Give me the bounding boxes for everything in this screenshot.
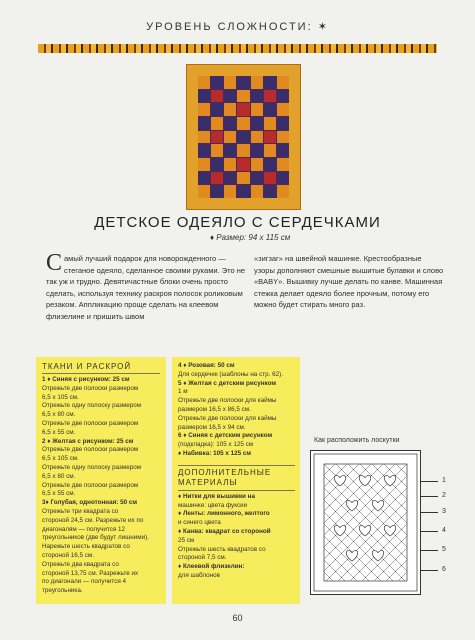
fabric-line: Нарежьте шесть квадратов со	[42, 543, 130, 551]
quilt-patch	[211, 144, 223, 157]
quilt-patch	[264, 131, 276, 144]
fabric-line: Отрежьте три квадрата со	[42, 507, 119, 515]
quilt-patch	[251, 131, 263, 144]
quilt-patch	[198, 185, 210, 198]
fabric-line: треугольников (две будут лишними).	[42, 534, 149, 542]
fabric-line: 1 м	[178, 388, 188, 396]
quilt-patch	[251, 90, 263, 103]
quilt-patch	[251, 76, 263, 89]
fabric-line: Отрежьте две полоски для каймы	[178, 414, 277, 422]
quilt-patch	[198, 117, 210, 130]
quilt-patch	[224, 185, 236, 198]
quilt-patch	[237, 131, 249, 144]
fabric-line: размером 16,5 x 86,5 см.	[178, 405, 251, 413]
quilt-patch	[224, 76, 236, 89]
quilt-patch	[264, 103, 276, 116]
quilt-patch	[198, 103, 210, 116]
fabric-line: стороной 13,75 см. Разрежьте их	[42, 569, 139, 577]
quilt-patch	[224, 90, 236, 103]
material-line: ♦ Канва: квадрат со стороной	[178, 527, 271, 535]
callout-line	[420, 512, 438, 513]
fabrics-list-continued	[178, 362, 295, 459]
quilt-patch	[251, 144, 263, 157]
quilt-patch	[264, 90, 276, 103]
materials-list	[178, 493, 295, 581]
callout-line	[420, 570, 438, 571]
material-line: 25 см	[178, 536, 195, 544]
quilt-patch	[237, 158, 249, 171]
callout-label: 6	[442, 566, 446, 573]
fabric-line: 6,5 x 80 см.	[42, 411, 76, 419]
quilt-patch	[237, 185, 249, 198]
fabrics-panel-continued	[172, 357, 300, 604]
materials-heading: ДОПОЛНИТЕЛЬНЫЕ МАТЕРИАЛЫ	[178, 467, 272, 487]
quilt-patch	[264, 172, 276, 185]
material-line: Отрежьте шесть квадратов со	[178, 545, 266, 553]
quilt-patch	[277, 90, 289, 103]
quilt-patch	[277, 131, 289, 144]
quilt-patch	[277, 117, 289, 130]
fabric-line: Отрежьте одну полоску размером	[42, 402, 142, 410]
fabric-line: 6,5 x 55 см.	[42, 428, 76, 436]
quilt-patch	[277, 76, 289, 89]
material-line: ♦ Ленты: лимонного, желтого	[178, 510, 270, 518]
fabrics-heading: ТКАНИ И РАСКРОЙ	[42, 362, 132, 371]
material-line: для шаблонов	[178, 571, 220, 579]
callout-label: 5	[442, 546, 446, 553]
quilt-pattern-grid	[198, 76, 289, 198]
fabric-line: треугольника.	[42, 587, 83, 595]
quilt-patch	[277, 144, 289, 157]
callout-label: 4	[442, 527, 446, 534]
article-title: ДЕТСКОЕ ОДЕЯЛО С СЕРДЕЧКАМИ	[94, 214, 381, 231]
fabric-line: 6,5 x 105 см.	[42, 455, 79, 463]
quilt-patch	[251, 158, 263, 171]
fabric-line: Отрежьте две полоски размером	[42, 481, 139, 489]
quilt-patch	[251, 172, 263, 185]
quilt-patch	[224, 158, 236, 171]
intro-right-column: «зигзаг» на швейной машинке. Крестообразные узоры дополняют смешные вышитые булавки и слово «BABY». Вышивку лучше делать по канве. Машинная стежка делает одеяло более прочным, потому его можно будет стирать много раз.	[254, 254, 444, 309]
quilt-patch	[237, 90, 249, 103]
callout-label: 2	[442, 492, 446, 499]
quilt-patch	[237, 103, 249, 116]
quilt-patch	[264, 158, 276, 171]
material-line: стороной 7,5 см.	[178, 554, 227, 562]
intro-left-text: амый лучший подарок для новорожденного — стеганое одеяло, сделанное своими руками. Это не так уж и трудно. Девятичастные блоки очень просто сделать, используя технику раскроя полосок роликовым резаком. Аппликацию проще сделать на клеевом флизелине и пришить швом	[46, 254, 246, 321]
quilt-patch	[251, 185, 263, 198]
quilt-patch	[198, 172, 210, 185]
quilt-patch	[198, 90, 210, 103]
fabric-line: 5 ♦ Желтая с детским рисунком	[178, 379, 277, 387]
quilt-patch	[251, 103, 263, 116]
quilt-patch	[224, 117, 236, 130]
quilt-patch	[224, 172, 236, 185]
fabric-line: Отрежьте два квадрата со	[42, 560, 119, 568]
callout-label: 1	[442, 477, 446, 484]
quilt-patch	[211, 158, 223, 171]
quilt-patch	[211, 185, 223, 198]
quilt-patch	[264, 144, 276, 157]
fabrics-panel	[36, 357, 166, 604]
quilt-patch	[264, 117, 276, 130]
quilt-patch	[224, 131, 236, 144]
quilt-patch	[211, 103, 223, 116]
quilt-patch	[277, 185, 289, 198]
quilt-patch	[277, 103, 289, 116]
quilt-photo	[186, 64, 301, 210]
quilt-patch	[264, 76, 276, 89]
layout-diagram	[310, 450, 421, 595]
quilt-patch	[224, 103, 236, 116]
fabric-line: Отрежьте две полоски размером	[42, 384, 139, 392]
fabric-line: 6 ♦ Синяя с детским рисунком	[178, 432, 273, 440]
fabric-line: (подкладка): 105 x 125 см	[178, 441, 254, 449]
quilt-patch	[264, 185, 276, 198]
fabric-line: диагоналям — получится 12	[42, 525, 126, 533]
callout-line	[420, 481, 438, 482]
quilt-patch	[211, 76, 223, 89]
quilt-patch	[211, 117, 223, 130]
fabric-line: Отрежьте две полоски размером	[42, 419, 139, 427]
quilt-patch	[198, 144, 210, 157]
material-line: ♦ Нитки для вышивки на	[178, 492, 255, 500]
fabric-line: по диагонали — получится 4	[42, 578, 126, 586]
material-line: ♦ Клеевой флизелин:	[178, 563, 245, 571]
quilt-patch	[211, 90, 223, 103]
fabric-line: 3♦ Голубая, однотонная: 50 см	[42, 499, 138, 507]
fabric-line: размером 16,5 x 94 см.	[178, 423, 246, 431]
drop-cap: С	[46, 250, 63, 276]
callout-line	[420, 531, 438, 532]
quilt-size: ♦ Размер: 94 x 115 см	[210, 233, 291, 242]
fabrics-list	[42, 376, 160, 596]
callout-label: 3	[442, 508, 446, 515]
fabric-line: 4 ♦ Розовая: 50 см	[178, 362, 235, 369]
material-line: машинке: цвета фуксии	[178, 501, 248, 509]
callout-line	[420, 550, 438, 551]
diagram-caption: Как расположить лоскутки	[314, 437, 400, 444]
decorative-fabric-strip	[38, 44, 437, 53]
quilt-patch	[237, 117, 249, 130]
fabric-line: стороной 16,5 см.	[42, 551, 94, 559]
quilt-patch	[237, 172, 249, 185]
quilt-patch	[211, 172, 223, 185]
fabric-line: Отрежьте две полоски для каймы	[178, 397, 277, 405]
fabric-line: 1 ♦ Синяя с рисунком: 25 см	[42, 376, 130, 383]
fabric-line: Отрежьте две полоски размером	[42, 446, 139, 454]
page-number: 60	[232, 613, 243, 623]
quilt-patch	[237, 144, 249, 157]
intro-left-column	[46, 250, 250, 322]
quilt-patch	[211, 131, 223, 144]
fabric-line: 6,5 x 55 см.	[42, 490, 76, 498]
quilt-patch	[198, 76, 210, 89]
fabric-line: стороной 24,5 см. Разрежьте их по	[42, 516, 144, 524]
quilt-patch	[198, 131, 210, 144]
quilt-patch	[277, 158, 289, 171]
fabric-line: 6,5 x 80 см.	[42, 472, 76, 480]
material-line: и синего цвета	[178, 519, 221, 527]
quilt-patch	[198, 158, 210, 171]
quilt-patch	[251, 117, 263, 130]
callout-line	[420, 496, 438, 497]
fabric-line: Отрежьте одну полоску размером	[42, 463, 142, 471]
quilt-patch	[237, 76, 249, 89]
quilt-patch	[224, 144, 236, 157]
fabric-line: ♦ Набивка: 105 x 125 см	[178, 449, 252, 457]
quilt-patch	[277, 172, 289, 185]
fabric-line: Для сердечек (шаблоны на стр. 62).	[178, 370, 283, 378]
fabric-line: 2 ♦ Желтая с рисунком: 25 см	[42, 437, 134, 445]
difficulty-level: УРОВЕНЬ СЛОЖНОСТИ: ✶	[146, 21, 329, 33]
fabric-line: 6,5 x 105 см.	[42, 393, 79, 401]
